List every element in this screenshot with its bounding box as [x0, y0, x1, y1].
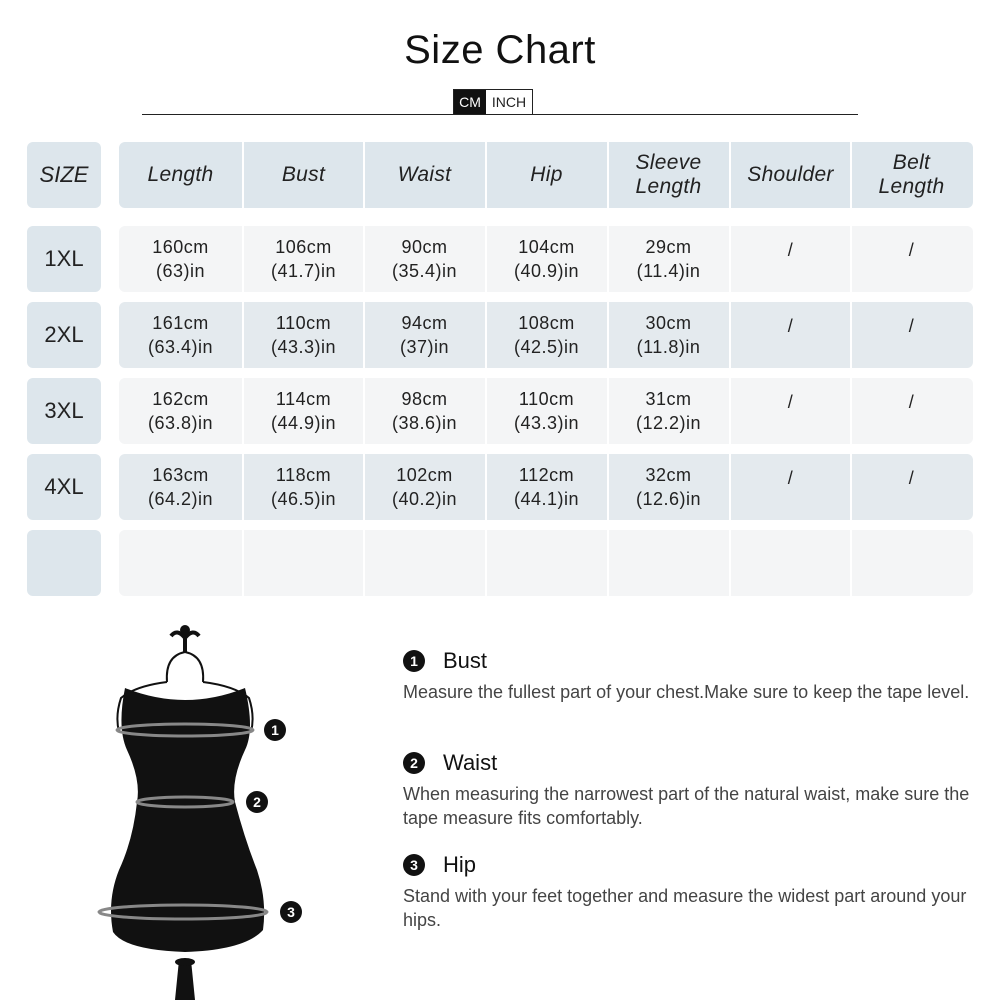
number-badge-icon: 2 — [403, 752, 425, 774]
column-header: Belt Length — [878, 151, 945, 198]
table-cell — [851, 530, 972, 596]
column-divider — [485, 454, 487, 520]
column-divider — [363, 226, 365, 292]
column-divider — [607, 226, 609, 292]
table-cell: 104cm (40.9)in — [513, 237, 580, 281]
title-divider — [142, 114, 858, 115]
guide-description: Stand with your feet together and measure the widest part around your hips. — [403, 886, 967, 930]
guide-heading-waist — [403, 750, 497, 776]
table-cell — [486, 530, 607, 596]
waist-marker-icon — [246, 791, 268, 813]
table-cell: / — [787, 468, 794, 488]
column-divider — [729, 142, 731, 208]
column-divider — [242, 454, 244, 520]
table-cell: / — [908, 240, 915, 260]
table-cell — [608, 530, 729, 596]
size-label: 1XL — [27, 226, 101, 292]
table-cell: 162cm (63.8)in — [147, 389, 214, 433]
column-header: Shoulder — [747, 163, 834, 186]
column-divider — [363, 142, 365, 208]
column-header: Waist — [397, 163, 452, 186]
table-cell: 110cm (43.3)in — [270, 313, 337, 357]
column-divider — [850, 454, 852, 520]
size-header: SIZE — [27, 142, 101, 208]
column-divider — [485, 302, 487, 368]
column-divider — [850, 302, 852, 368]
table-cell: 112cm (44.1)in — [513, 465, 580, 509]
column-divider — [485, 530, 487, 596]
table-cell: 160cm (63)in — [152, 237, 209, 281]
table-cell: 102cm (40.2)in — [391, 465, 458, 509]
column-divider — [850, 530, 852, 596]
column-header: Hip — [530, 163, 563, 186]
table-cell: / — [908, 392, 915, 412]
table-cell: 90cm (35.4)in — [391, 237, 458, 281]
column-divider — [607, 530, 609, 596]
guide-heading-bust — [403, 648, 487, 674]
guide-description: When measuring the narrowest part of the natural waist, make sure the tape measure fits comfortably. — [403, 784, 970, 828]
size-label: 3XL — [27, 378, 101, 444]
column-divider — [485, 142, 487, 208]
column-divider — [242, 302, 244, 368]
column-divider — [485, 226, 487, 292]
table-cell: 114cm (44.9)in — [270, 389, 337, 433]
size-label — [27, 530, 101, 596]
table-cell: 31cm (12.2)in — [635, 389, 702, 433]
column-divider — [363, 378, 365, 444]
page-title: Size Chart — [404, 28, 596, 72]
table-cell — [730, 530, 851, 596]
column-divider — [850, 378, 852, 444]
table-cell — [364, 530, 485, 596]
column-divider — [607, 454, 609, 520]
table-cell: / — [787, 392, 794, 412]
column-divider — [485, 378, 487, 444]
table-cell: 98cm (38.6)in — [391, 389, 458, 433]
svg-text:3: 3 — [287, 904, 295, 920]
column-divider — [729, 530, 731, 596]
table-cell: 108cm (42.5)in — [513, 313, 580, 357]
hip-marker-icon — [280, 901, 302, 923]
guide-heading-text: Hip — [443, 852, 477, 877]
number-badge-icon: 1 — [403, 650, 425, 672]
column-header: Sleeve Length — [635, 151, 702, 198]
column-header: Length — [147, 163, 214, 186]
column-divider — [729, 226, 731, 292]
table-cell: 30cm (11.8)in — [636, 313, 701, 357]
table-cell: / — [787, 316, 794, 336]
table-cell: 110cm (43.3)in — [513, 389, 580, 433]
column-divider — [607, 142, 609, 208]
column-divider — [242, 530, 244, 596]
table-cell — [120, 530, 241, 596]
column-header: Bust — [281, 163, 326, 186]
column-divider — [607, 378, 609, 444]
bust-marker-icon — [264, 719, 286, 741]
column-divider — [242, 378, 244, 444]
size-label: 4XL — [27, 454, 101, 520]
table-cell: 163cm (64.2)in — [147, 465, 214, 509]
column-divider — [850, 226, 852, 292]
table-cell: / — [908, 316, 915, 336]
table-cell: 161cm (63.4)in — [147, 313, 214, 357]
column-divider — [607, 302, 609, 368]
guide-heading-text: Waist — [443, 750, 498, 775]
guide-heading-hip — [403, 852, 476, 878]
column-divider — [729, 302, 731, 368]
table-cell — [243, 530, 364, 596]
unit-inch-button[interactable]: INCH — [491, 94, 527, 110]
guide-description: Measure the fullest part of your chest.Make sure to keep the tape level. — [403, 682, 970, 702]
size-label: 2XL — [27, 302, 101, 368]
svg-text:2: 2 — [253, 794, 261, 810]
table-cell: 32cm (12.6)in — [635, 465, 702, 509]
mannequin-illustration — [95, 620, 325, 1000]
number-badge-icon: 3 — [403, 854, 425, 876]
table-cell: 106cm (41.7)in — [270, 237, 337, 281]
table-cell: / — [908, 468, 915, 488]
column-divider — [363, 454, 365, 520]
table-cell: 29cm (11.4)in — [636, 237, 701, 281]
unit-toggle[interactable] — [453, 89, 533, 115]
column-divider — [850, 142, 852, 208]
table-cell: / — [787, 240, 794, 260]
column-divider — [363, 302, 365, 368]
guide-heading-text: Bust — [443, 648, 488, 673]
column-divider — [242, 142, 244, 208]
svg-text:1: 1 — [271, 722, 279, 738]
column-divider — [363, 530, 365, 596]
table-cell: 94cm (37)in — [399, 313, 450, 357]
column-divider — [729, 454, 731, 520]
unit-cm-button[interactable]: CM — [454, 90, 486, 114]
table-cell: 118cm (46.5)in — [270, 465, 337, 509]
column-divider — [242, 226, 244, 292]
column-divider — [729, 378, 731, 444]
